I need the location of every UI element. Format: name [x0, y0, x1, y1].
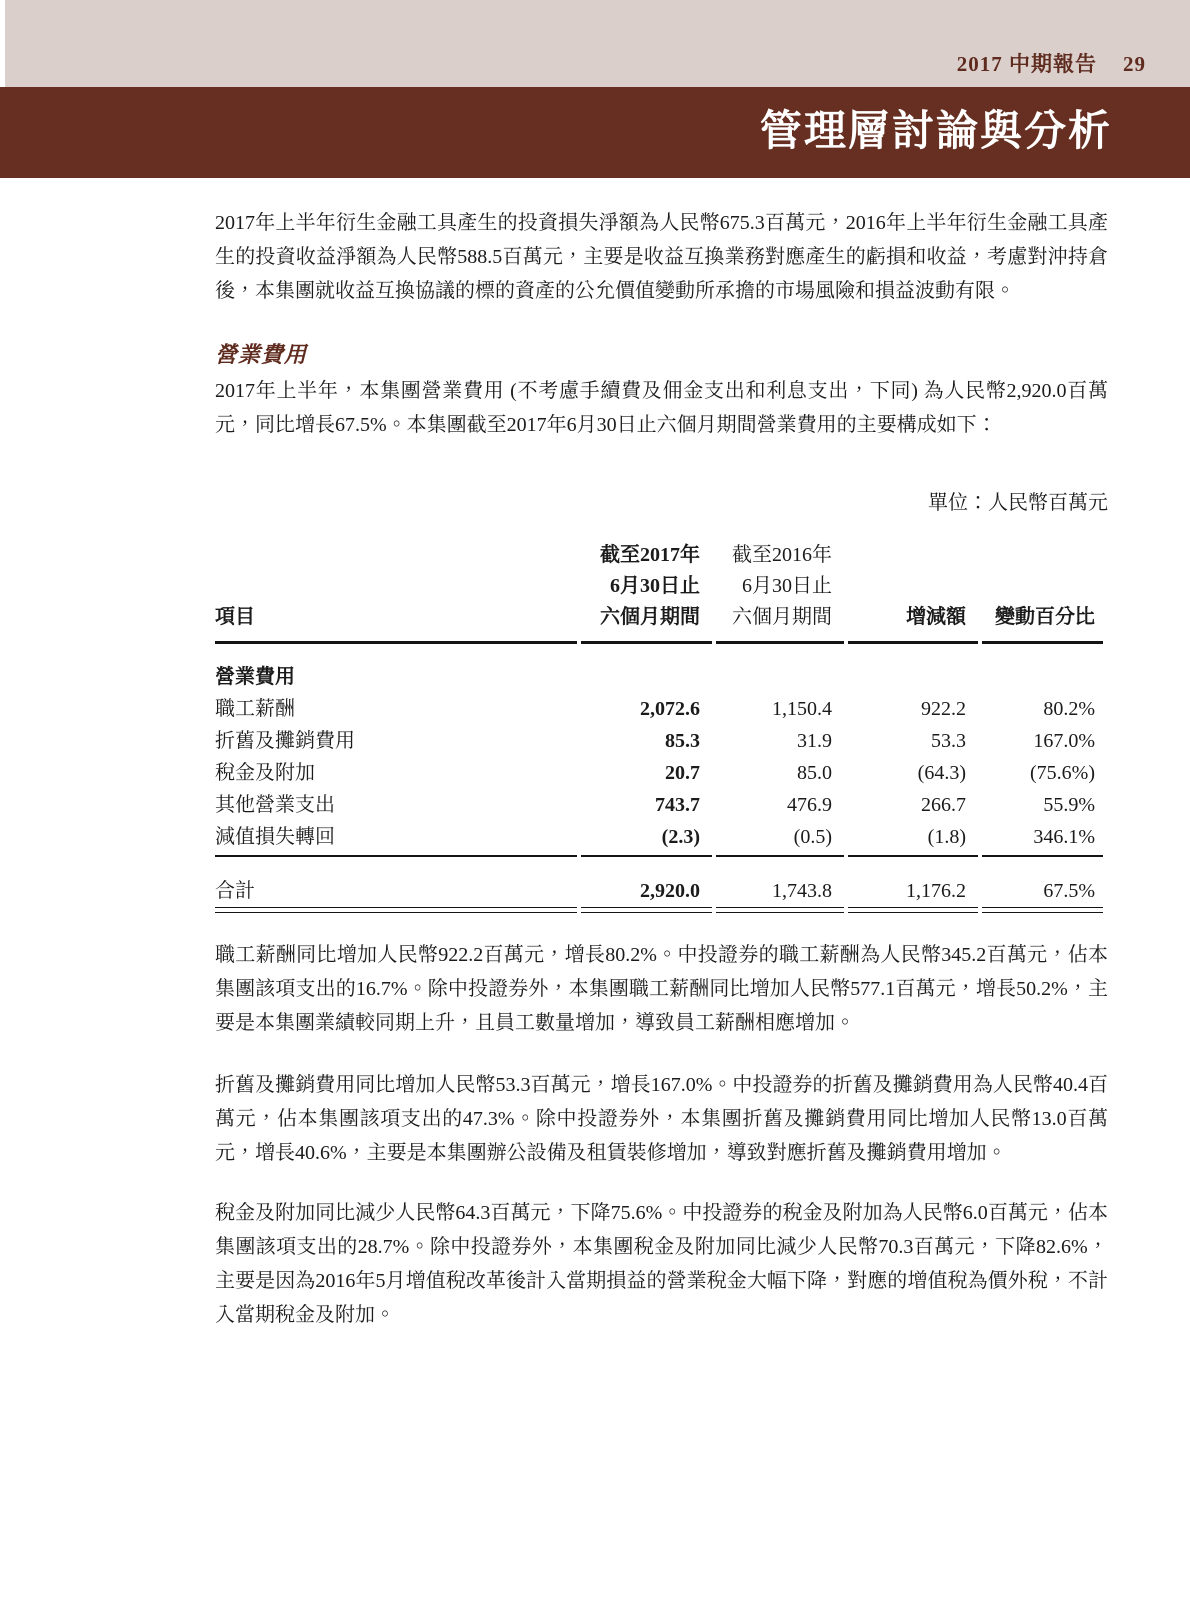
cell-change-pct: (75.6%) [1030, 761, 1095, 784]
chapter-banner [0, 87, 1190, 178]
table-row-section [215, 661, 1103, 693]
cell-2016: 1,150.4 [772, 697, 832, 720]
cell-change: 53.3 [931, 729, 966, 752]
row-label: 稅金及附加 [215, 761, 315, 784]
cell-change: 1,176.2 [906, 879, 966, 902]
table-row-taxes-surcharges [215, 757, 1103, 789]
row-label: 折舊及攤銷費用 [215, 729, 355, 752]
cell-2016: 476.9 [787, 793, 832, 816]
row-label: 營業費用 [215, 665, 295, 688]
table-header-row-3 [215, 602, 1103, 633]
col-header-2017-line3: 六個月期間 [600, 606, 700, 628]
cell-2017: 743.7 [655, 793, 700, 816]
paragraph-taxes-surcharges: 稅金及附加同比減少人民幣64.3百萬元，下降75.6%。中投證券的稅金及附加為人民幣6.0百萬元，佔本集團該項支出的28.7%。除中投證券外，本集團稅金及附加同比減少人民幣70.3百萬元，下降82.6%，主要是因為2016年5月增值稅改革後計入當期損益的營業稅金大幅下降，對應的增值稅為價外稅，不計入當期稅金及附加。 [215, 1202, 1108, 1326]
page-header-band [0, 0, 1190, 87]
table-row-other-operating-expenses [215, 789, 1103, 821]
cell-change-pct: 80.2% [1043, 697, 1095, 720]
cell-2017: 2,920.0 [640, 879, 700, 902]
cell-change-pct: 67.5% [1043, 879, 1095, 902]
cell-2017: (2.3) [661, 825, 700, 848]
cell-change: (64.3) [917, 761, 966, 784]
page-number: 29 [1123, 52, 1146, 76]
table-row-total [215, 875, 1103, 907]
row-label: 減值損失轉回 [215, 825, 335, 848]
cell-2016: 85.0 [797, 761, 832, 784]
cell-change-pct: 55.9% [1043, 793, 1095, 816]
row-label: 職工薪酬 [215, 697, 295, 720]
section-heading-operating-expenses: 營業費用 [215, 342, 308, 367]
cell-2017: 2,072.6 [640, 697, 700, 720]
col-header-2017-line2: 6月30日止 [610, 575, 700, 597]
cell-2016: (0.5) [793, 825, 832, 848]
cell-2017: 85.3 [665, 729, 700, 752]
paragraph-operating-expenses-intro: 2017年上半年，本集團營業費用 (不考慮手續費及佣金支出和利息支出，下同) 為人民幣2,920.0百萬元，同比增長67.5%。本集團截至2017年6月30日止六個月期間營業費用的主要構成如下： [215, 380, 1108, 436]
cell-2016: 31.9 [797, 729, 832, 752]
table-rule-total [215, 907, 1103, 913]
cell-2016: 1,743.8 [772, 879, 832, 902]
col-header-2017-line1: 截至2017年 [600, 544, 700, 566]
paragraph-derivative-instruments: 2017年上半年衍生金融工具產生的投資損失淨額為人民幣675.3百萬元，2016年上半年衍生金融工具產生的投資收益淨額為人民幣588.5百萬元，主要是收益互換業務對應產生的虧損和收益，考慮對沖持倉後，本集團就收益互換協議的標的資產的公允價值變動所承擔的市場風險和損益波動有限。 [215, 212, 1108, 302]
report-title: 2017 中期報告 [956, 52, 1097, 76]
cell-change: 922.2 [921, 697, 966, 720]
table-row-staff-costs [215, 693, 1103, 725]
page-header-text [957, 48, 1146, 78]
chapter-title: 管理層討論與分析 [759, 109, 1112, 155]
row-label: 合計 [215, 879, 255, 902]
col-header-2016-line2: 6月30日止 [742, 575, 832, 597]
row-label: 其他營業支出 [215, 793, 335, 816]
table-row-depreciation-amortisation [215, 725, 1103, 757]
cell-2017: 20.7 [665, 761, 700, 784]
table-header-row-2 [215, 571, 1103, 602]
col-header-item: 項目 [215, 606, 255, 628]
table-rule-header [215, 641, 1103, 644]
cell-change: (1.8) [927, 825, 966, 848]
col-header-change: 增減額 [906, 606, 966, 628]
paragraph-staff-costs: 職工薪酬同比增加人民幣922.2百萬元，增長80.2%。中投證券的職工薪酬為人民幣345.2百萬元，佔本集團該項支出的16.7%。除中投證券外，本集團職工薪酬同比增加人民幣577.1百萬元，增長50.2%，主要是本集團業績較同期上升，且員工數量增加，導致員工薪酬相應增加。 [215, 944, 1108, 1034]
operating-expenses-table [215, 540, 1103, 913]
table-unit-note: 單位：人民幣百萬元 [928, 492, 1108, 514]
table-row-impairment-reversal [215, 821, 1103, 853]
table-rule-subtotal [215, 855, 1103, 857]
paragraph-depreciation-amortisation: 折舊及攤銷費用同比增加人民幣53.3百萬元，增長167.0%。中投證券的折舊及攤銷費用為人民幣40.4百萬元，佔本集團該項支出的47.3%。除中投證券外，本集團折舊及攤銷費用同比增加人民幣13.0百萬元，增長40.6%，主要是本集團辦公設備及租賃裝修增加，導致對應折舊及攤銷費用增加。 [215, 1074, 1108, 1164]
cell-change: 266.7 [921, 793, 966, 816]
col-header-2016-line1: 截至2016年 [732, 544, 832, 566]
col-header-2016-line3: 六個月期間 [732, 606, 832, 628]
cell-change-pct: 346.1% [1033, 825, 1095, 848]
col-header-change-pct: 變動百分比 [995, 606, 1095, 628]
table-header-row-1 [215, 540, 1103, 571]
cell-change-pct: 167.0% [1033, 729, 1095, 752]
